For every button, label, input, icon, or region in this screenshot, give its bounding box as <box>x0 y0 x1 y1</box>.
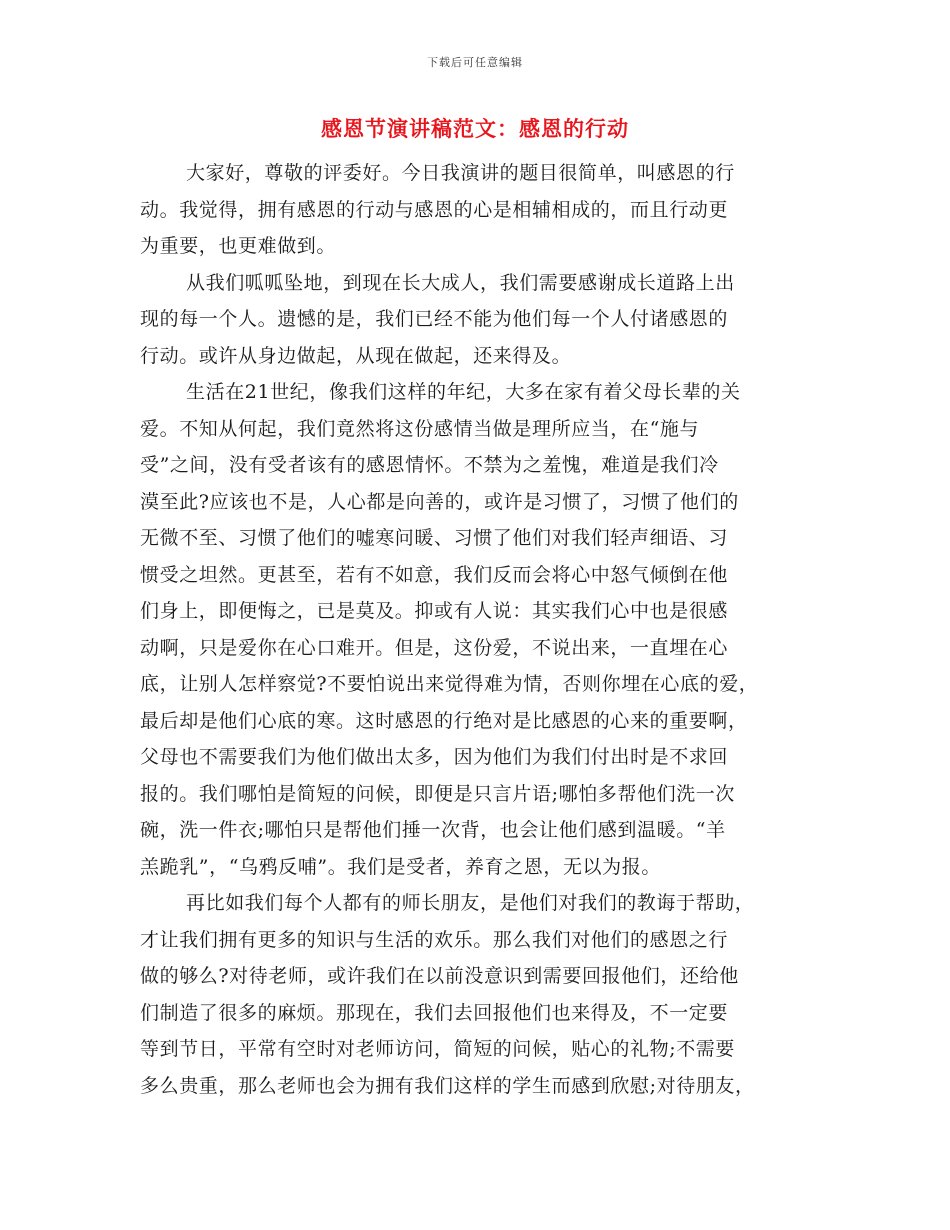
document-body <box>140 155 806 1104</box>
paragraph-4 <box>140 885 806 1104</box>
text-line: 父母也不需要我们为他们做出太多，因为他们为我们付出时是不求回 <box>140 746 729 768</box>
text-line: 惯受之坦然。更甚至，若有不如意，我们反而会将心中怒气倾倒在他 <box>140 563 729 586</box>
text-line: 大家好，尊敬的评委好。今日我演讲的题目很简单，叫感恩的行 <box>186 162 735 184</box>
text-line: 才让我们拥有更多的知识与生活的欢乐。那么我们对他们的感恩之行 <box>140 928 729 951</box>
text-line: 多么贵重，那么老师也会为拥有我们这样的学生而感到欣慰;对待朋友， <box>140 1074 755 1097</box>
paragraph-3 <box>140 374 806 885</box>
text-line: 等到节日，平常有空时对老师访问，简短的问候，贴心的礼物;不需要 <box>140 1038 736 1060</box>
text-line: 生活在21世纪，像我们这样的年纪，大多在家有着父母长辈的关 <box>186 381 741 403</box>
text-line: 羔跪乳”，“乌鸦反哺”。我们是受者，养育之恩，无以为报。 <box>140 855 661 878</box>
text-line: 底，让别人怎样察觉?不要怕说出来觉得难为情，否则你埋在心底的爱， <box>140 673 759 695</box>
paragraph-1 <box>140 155 806 265</box>
text-line: 再比如我们每个人都有的师长朋友，是他们对我们的教诲于帮助， <box>186 892 755 914</box>
text-line: 从我们呱呱坠地，到现在长大成人，我们需要感谢成长道路上出 <box>186 271 735 294</box>
text-line: 碗，洗一件衣;哪怕只是帮他们捶一次背，也会让他们感到温暖。“羊 <box>140 819 726 841</box>
text-line: 做的够么?对待老师，或许我们在以前没意识到需要回报他们，还给他 <box>140 965 739 987</box>
text-line: 最后却是他们心底的寒。这时感恩的行绝对是比感恩的心来的重要啊， <box>140 709 748 732</box>
text-line: 报的。我们哪怕是简短的问候，即便是只言片语;哪怕多帮他们洗一次 <box>140 782 736 805</box>
text-line: 无微不至、习惯了他们的嘘寒问暖、习惯了他们对我们轻声细语、习 <box>140 527 729 549</box>
text-line: 现的每一个人。遗憾的是，我们已经不能为他们每一个人付诸感恩的 <box>140 308 729 330</box>
text-line: 行动。或许从身边做起，从现在做起，还来得及。 <box>140 344 572 367</box>
text-line: 受”之间，没有受者该有的感恩情怀。不禁为之羞愧，难道是我们冷 <box>140 454 719 476</box>
text-line: 爱。不知从何起，我们竟然将这份感情当做是理所应当，在“施与 <box>140 417 700 440</box>
text-line: 动。我觉得，拥有感恩的行动与感恩的心是相辅相成的，而且行动更 <box>140 198 729 221</box>
header-note: 下载后可任意编辑 <box>427 56 523 69</box>
text-line: 为重要，也更难做到。 <box>140 235 337 257</box>
document-title: 感恩节演讲稿范文：感恩的行动 <box>321 116 629 141</box>
text-line: 漠至此?应该也不是，人心都是向善的，或许是习惯了，习惯了他们的 <box>140 490 739 513</box>
text-line: 们制造了很多的麻烦。那现在，我们去回报他们也来得及，不一定要 <box>140 1001 729 1024</box>
text-line: 动啊，只是爱你在心口难开。但是，这份爱，不说出来，一直埋在心 <box>140 636 729 659</box>
text-line: 们身上，即便悔之，已是莫及。抑或有人说：其实我们心中也是很感 <box>140 600 729 622</box>
paragraph-2 <box>140 265 806 375</box>
